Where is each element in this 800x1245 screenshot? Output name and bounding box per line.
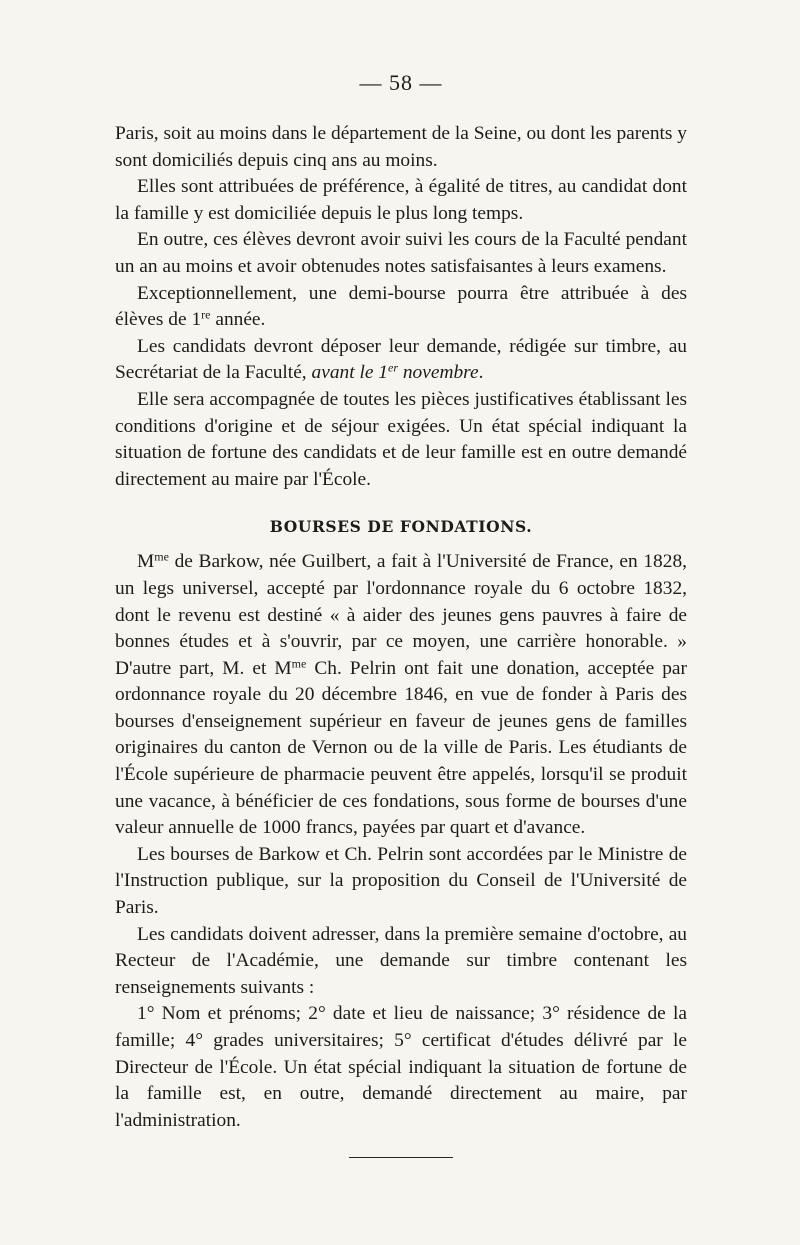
paragraph-required-information: 1° Nom et prénoms; 2° date et lieu de naissance; 3° résidence de la famille; 4° grades universitaires; 5° certificat d'études délivré par le Directeur de l'École. Un état spécial indiquant la situation de fortune de la famille est, en outre, demandé directement au maire, par l'administration.: [115, 1003, 687, 1131]
deadline-date-start: avant le 1: [311, 362, 388, 384]
section-heading: BOURSES DE FONDATIONS.: [269, 517, 533, 537]
paragraph-continuation: Paris, soit au moins dans le département de la Seine, ou dont les parents y sont domiciliés depuis cinq ans au moins.: [115, 123, 687, 171]
barkow-title-prefix: M: [137, 551, 155, 573]
paragraph-half-scholarship: [115, 281, 687, 334]
paragraph-faculty-courses: En outre, ces élèves devront avoir suivi les cours de la Faculté pendant un an au moins et avoir obtenudes notes satisfaisantes à leurs examens.: [115, 229, 687, 277]
pelrin-donation-text: Ch. Pelrin ont fait une donation, acceptée par ordonnance royale du 20 décembre 1846, en vue de fonder à Paris des bourses d'enseignement supérieur en faveur de jeunes gens de familles originaires du canton de Vernon ou de la ville de Paris. Les étudiants de l'École supérieure de pharmacie peuvent être appelés, lorsqu'il se produit une vacance, à bénéficier de ces fondations, sous forme de bourses d'une valeur annuelle de 1000 francs, payées par quart et d'avance.: [115, 657, 687, 839]
paragraph-barkow-bequest: [115, 549, 687, 842]
closing-rule: [349, 1157, 453, 1158]
paragraph-minister-award: Les bourses de Barkow et Ch. Pelrin sont accordées par le Ministre de l'Instruction publique, sur la proposition du Conseil de l'Université de Paris.: [115, 843, 687, 919]
paragraph-deadline: [115, 334, 687, 387]
deadline-date-superscript: er: [387, 360, 398, 375]
pelrin-title-superscript: me: [291, 656, 307, 671]
ordinal-superscript: re: [201, 307, 211, 322]
half-scholarship-text-end: année.: [210, 309, 266, 331]
barkow-title-superscript: me: [154, 549, 169, 564]
deadline-text-end: .: [478, 362, 484, 384]
page-number: — 58 —: [359, 70, 443, 95]
deadline-date: [312, 362, 479, 383]
deadline-date-month: novembre: [398, 362, 479, 384]
half-scholarship-text: Exceptionnellement, une demi-bourse pourra être attribuée à des élèves de 1: [115, 282, 687, 331]
barkow-bequest-text: de Barkow, née Guilbert, a fait à l'Université de France, en 1828, un legs universel, accepté par l'ordonnance royale du 6 octobre 1832, dont le revenu est destiné « à aider des jeunes gens pauvres à faire de bonnes études et à s'ouvrir, par ce moyen, une carrière honorable. » D'autre part, M. et M: [115, 551, 687, 679]
document-page: [115, 66, 687, 1158]
deadline-text: Les candidats devront déposer leur demande, rédigée sur timbre, au Secrétariat de la Faculté,: [115, 335, 687, 384]
paragraph-supporting-documents: Elle sera accompagnée de toutes les pièces justificatives établissant les conditions d'origine et de séjour exigées. Un état spécial indiquant la situation de fortune des candidats et de leur famille est en outre demandé directement au maire par l'École.: [115, 388, 687, 490]
paragraph-application: Les candidats doivent adresser, dans la première semaine d'octobre, au Recteur de l'Académie, une demande sur timbre contenant les renseignements suivants :: [115, 923, 687, 998]
paragraph-preference: Elles sont attribuées de préférence, à égalité de titres, au candidat dont la famille y est domiciliée depuis le plus long temps.: [115, 176, 687, 224]
